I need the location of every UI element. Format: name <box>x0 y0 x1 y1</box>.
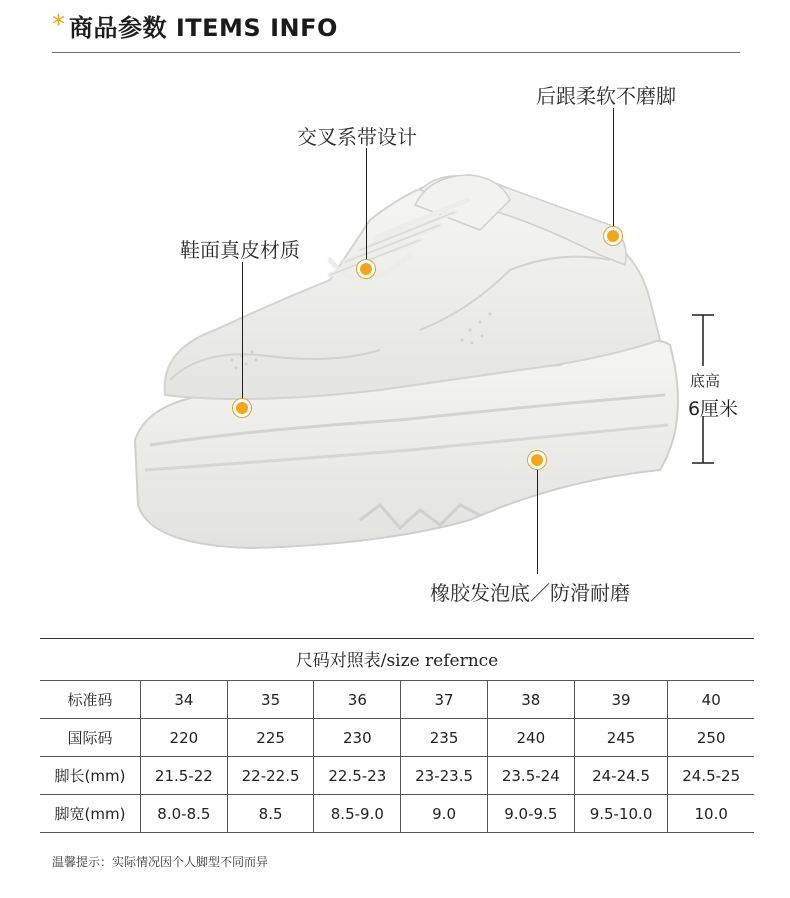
table-cell: 250 <box>668 719 754 757</box>
table-cell: 40 <box>668 681 754 719</box>
table-cell: 24-24.5 <box>574 757 668 795</box>
sole-label: 橡胶发泡底／防滑耐磨 <box>430 581 630 605</box>
row-label: 脚长(mm) <box>40 757 141 795</box>
size-table-title: 尺码对照表/size refernce <box>295 651 499 671</box>
table-cell: 10.0 <box>668 795 754 833</box>
sole-marker-dot <box>531 454 543 466</box>
table-cell: 8.0-8.5 <box>141 795 228 833</box>
row-label: 标准码 <box>40 681 141 719</box>
table-cell: 23-23.5 <box>401 757 488 795</box>
height-value: 6厘米 <box>687 398 739 420</box>
table-cell: 9.0-9.5 <box>487 795 574 833</box>
table-top-rule <box>40 638 754 639</box>
laces-label: 交叉系带设计 <box>297 125 417 149</box>
leather-marker-dot <box>236 402 248 414</box>
table-row <box>40 795 754 833</box>
leather-label: 鞋面真皮材质 <box>180 238 300 262</box>
table-cell: 38 <box>487 681 574 719</box>
size-table <box>40 680 754 833</box>
table-row <box>40 681 754 719</box>
table-cell: 235 <box>401 719 488 757</box>
table-cell: 21.5-22 <box>141 757 228 795</box>
table-cell: 9.0 <box>401 795 488 833</box>
table-cell: 8.5-9.0 <box>314 795 401 833</box>
table-row <box>40 757 754 795</box>
table-cell: 22-22.5 <box>227 757 314 795</box>
laces-marker-dot <box>360 263 372 275</box>
table-cell: 37 <box>401 681 488 719</box>
table-cell: 34 <box>141 681 228 719</box>
heel-callout-line <box>613 108 614 236</box>
table-cell: 230 <box>314 719 401 757</box>
height-label: 底高 <box>689 372 720 390</box>
heel-marker-dot <box>607 230 619 242</box>
table-cell: 9.5-10.0 <box>574 795 668 833</box>
heel-label: 后跟柔软不磨脚 <box>536 84 676 108</box>
sizing-note: 温馨提示：实际情况因个人脚型不同而异 <box>52 855 269 869</box>
table-cell: 39 <box>574 681 668 719</box>
sole-callout-line <box>537 462 538 574</box>
table-cell: 24.5-25 <box>668 757 754 795</box>
row-label: 脚宽(mm) <box>40 795 141 833</box>
table-cell: 36 <box>314 681 401 719</box>
table-cell: 22.5-23 <box>314 757 401 795</box>
laces-callout-line <box>366 148 367 268</box>
page-title: 商品参数 ITEMS INFO <box>69 13 338 42</box>
table-cell: 35 <box>227 681 314 719</box>
table-cell: 23.5-24 <box>487 757 574 795</box>
table-cell: 225 <box>227 719 314 757</box>
table-cell: 8.5 <box>227 795 314 833</box>
leather-callout-line <box>242 262 243 408</box>
table-cell: 245 <box>574 719 668 757</box>
header-star: * <box>52 10 65 40</box>
row-label: 国际码 <box>40 719 141 757</box>
table-row <box>40 719 754 757</box>
table-cell: 220 <box>141 719 228 757</box>
table-cell: 240 <box>487 719 574 757</box>
